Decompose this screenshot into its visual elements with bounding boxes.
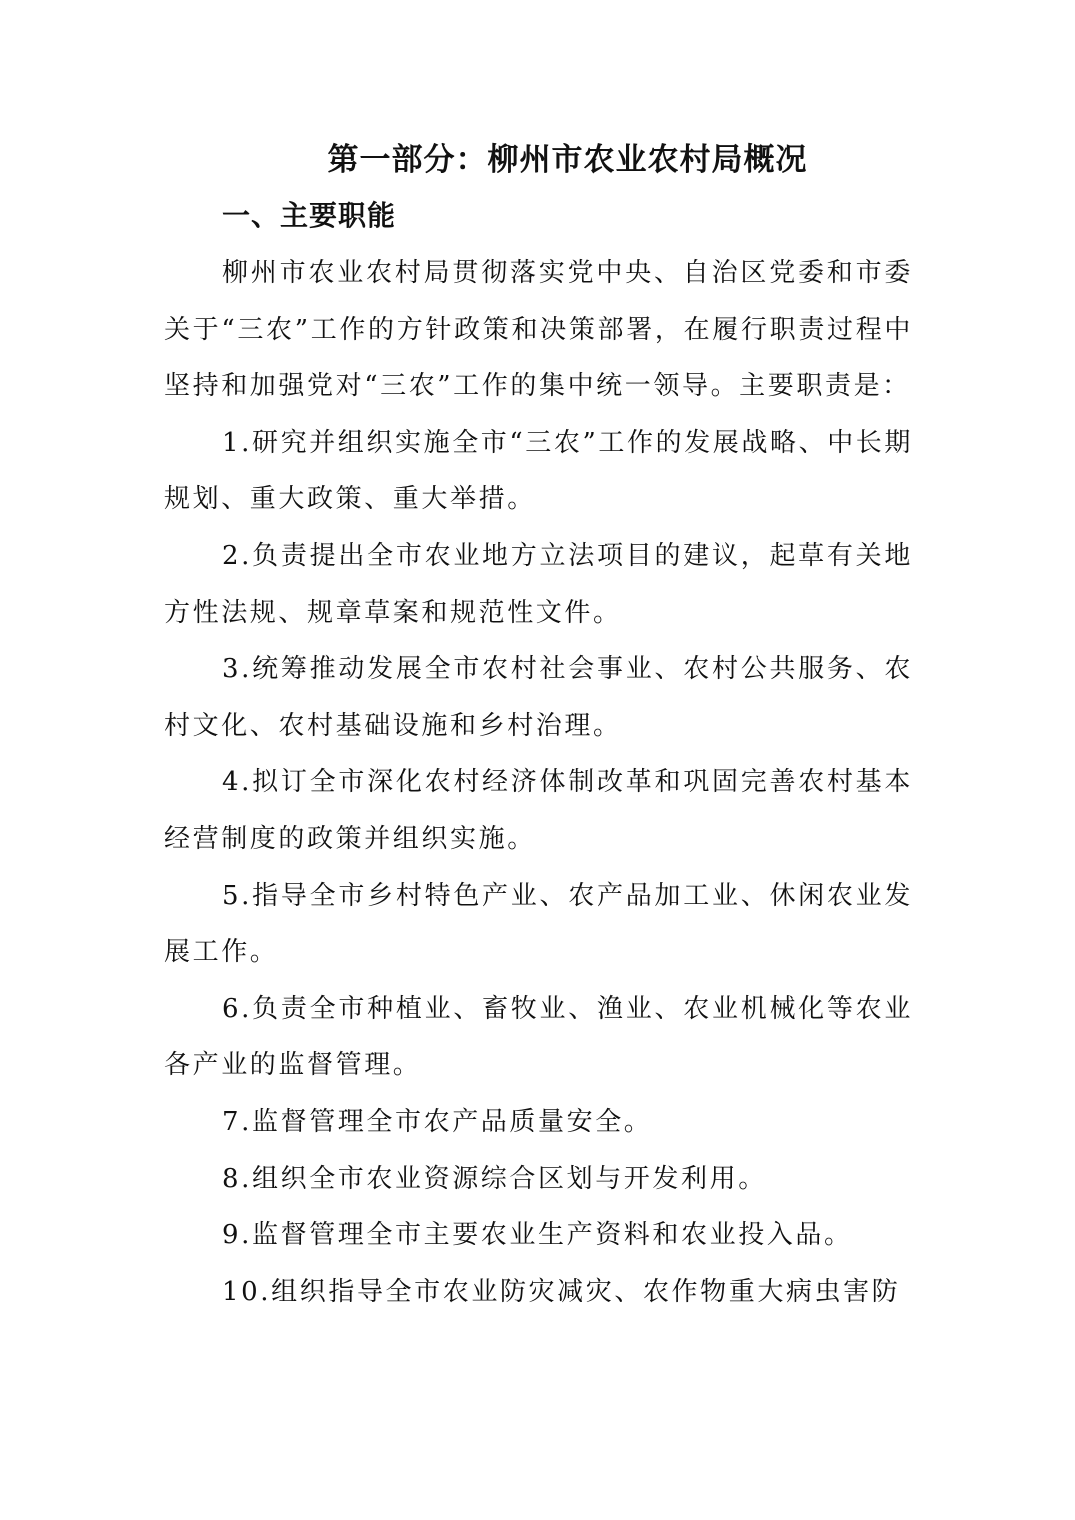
duty-item-7: 7.监督管理全市农产品质量安全。 (222, 1106, 653, 1137)
duty-item-5: 5.指导全市乡村特色产业、农产品加工业、休闲农业发展工作。 (164, 880, 913, 968)
duty-item-6: 6.负责全市种植业、畜牧业、渔业、农业机械化等农业各产业的监督管理。 (164, 993, 913, 1081)
duty-item-9: 9.监督管理全市主要农业生产资料和农业投入品。 (222, 1220, 853, 1251)
duty-item-2: 2.负责提出全市农业地方立法项目的建议，起草有关地方性法规、规章草案和规范性文件。 (164, 540, 913, 628)
duty-item-8: 8.组织全市农业资源综合区划与开发利用。 (222, 1163, 767, 1194)
duty-item-4: 4.拟订全市深化农村经济体制改革和巩固完善农村基本经营制度的政策并组织实施。 (164, 767, 913, 854)
duty-item-10: 10.组织指导全市农业防灾减灾、农作物重大病虫害防 (222, 1276, 901, 1307)
duty-item-1: 1.研究并组织实施全市“三农”工作的发展战略、中长期规划、重大政策、重大举措。 (164, 427, 913, 515)
intro-paragraph: 柳州市农业农村局贯彻落实党中央、自治区党委和市委关于“三农”工作的方针政策和决策部署，在履行职责过程中坚持和加强党对“三农”工作的集中统一领导。主要职责是： (164, 258, 913, 402)
duty-item-3: 3.统筹推动发展全市农村社会事业、农村公共服务、农村文化、农村基础设施和乡村治理。 (164, 654, 913, 741)
section-heading: 一、主要职能 (222, 199, 397, 232)
page-title: 第一部分：柳州市农业农村局概况 (327, 142, 808, 178)
document-body (164, 245, 913, 1320)
